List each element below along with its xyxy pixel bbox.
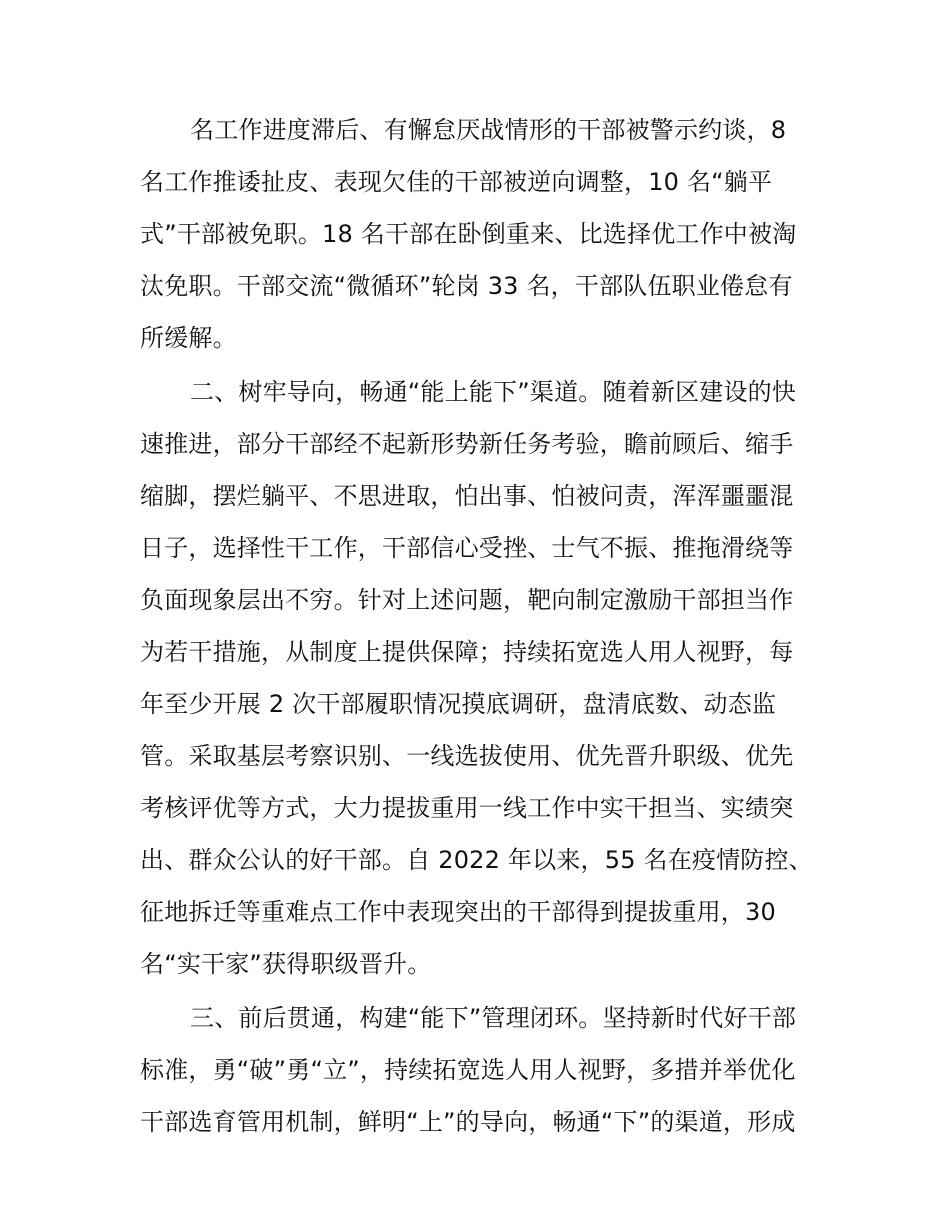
paragraph-1: [140, 104, 820, 364]
text-line: 速推进，部分干部经不起新形势新任务考验，瞻前顾后、缩手: [140, 430, 794, 458]
paragraph-3: [140, 992, 820, 1148]
text-line: 管。采取基层考察识别、一线选拔使用、优先晋升职级、优先: [140, 742, 794, 770]
text-line: 名“实干家”获得职级晋升。: [140, 950, 432, 978]
text-line: 二、树牢导向，畅通“能上能下”渠道。随着新区建设的快: [190, 378, 797, 406]
text-line: 为若干措施，从制度上提供保障；持续拓宽选人用人视野，每: [140, 638, 794, 666]
text-line: 缩脚，摆烂躺平、不思进取，怕出事、怕被问责，浑浑噩噩混: [140, 482, 794, 510]
text-line: 所缓解。: [140, 324, 237, 352]
text-line: 式”干部被免职。18 名干部在卧倒重来、比选择优工作中被淘: [140, 220, 797, 248]
text-line: 日子，选择性干工作，干部信心受挫、士气不振、推拖滑绕等: [140, 534, 794, 562]
document-body: [140, 104, 820, 1148]
text-line: 征地拆迁等重难点工作中表现突出的干部得到提拔重用，30: [140, 898, 776, 926]
text-line: 标准，勇“破”勇“立”，持续拓宽选人用人视野，多措并举优化: [140, 1056, 796, 1084]
text-line: 年至少开展 2 次干部履职情况摸底调研，盘清底数、动态监: [140, 690, 777, 718]
paragraph-2: [140, 366, 820, 990]
text-line: 考核评优等方式，大力提拔重用一线工作中实干担当、实绩突: [140, 794, 794, 822]
text-line: 汰免职。干部交流“微循环”轮岗 33 名，干部队伍职业倦怠有: [140, 272, 793, 300]
text-line: 三、前后贯通，构建“能下”管理闭环。坚持新时代好干部: [190, 1004, 797, 1032]
text-line: 负面现象层出不穷。针对上述问题，靶向制定激励干部担当作: [140, 586, 794, 614]
text-line: 名工作进度滞后、有懈怠厌战情形的干部被警示约谈，8: [190, 116, 787, 144]
text-line: 干部选育管用机制，鲜明“上”的导向，畅通“下”的渠道，形成: [140, 1108, 796, 1136]
text-line: 出、群众公认的好干部。自 2022 年以来，55 名在疫情防控、: [140, 846, 813, 874]
text-line: 名工作推诿扯皮、表现欠佳的干部被逆向调整，10 名“躺平: [140, 168, 773, 196]
